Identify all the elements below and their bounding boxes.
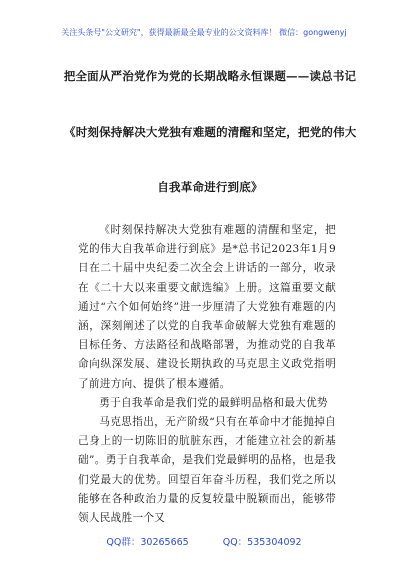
paragraph-marx: 马克思指出，无产阶级“只有在革命中才能抛掉自己身上的一切陈旧的肮脏东西，才能建立社会的新基础”。勇于自我革命，是我们党最鲜明的品格，也是我们党最大的优势。回望百年奋斗历程，我们党之所以能够在各种政治力量的反复较量中脱颖而出，能够带领人民战胜一个又 (78, 416, 336, 525)
paragraph-intro: 《时刻保持解决大党独有难题的清醒和坚定，把党的伟大自我革命进行到底》是*总书记2023年1月9日在二十届中央纪委二次全会上讲话的一部分，收录在《二十大以来重要文献选编》上册。这篇重要文献通过“六个如何始终”进一步厘清了大党独有难题的内涵，深刻阐述了以党的自我革命破解大党独有难题的目标任务、方法路径和战略部署，为推动党的自我革命向纵深发展、建设长期执政的马克思主义政党指明了前进方向、提供了根本遵循。 (78, 224, 336, 390)
document-title-line-2: 《时刻保持解决大党独有难题的清醒和坚定，把党的伟大 (64, 125, 357, 139)
document-title-line-1: 把全面从严治党作为党的长期战略永恒课题——读总书记 (63, 69, 357, 83)
footer-qq-group: QQ群：30265665 (106, 537, 189, 548)
document-title-line-3: 自我革命进行到底》 (157, 180, 263, 194)
document-body (78, 221, 336, 528)
footer-qq: QQ：535304092 (222, 537, 302, 548)
section-heading: 勇于自我革命是我们党的最鲜明品格和最大优势 (99, 396, 328, 409)
footer-contact (0, 534, 408, 548)
header-banner: 关注头条号"公文研究"，获得最新最全最专业的公文资料库！ 微信：gongwenyj (61, 28, 347, 37)
